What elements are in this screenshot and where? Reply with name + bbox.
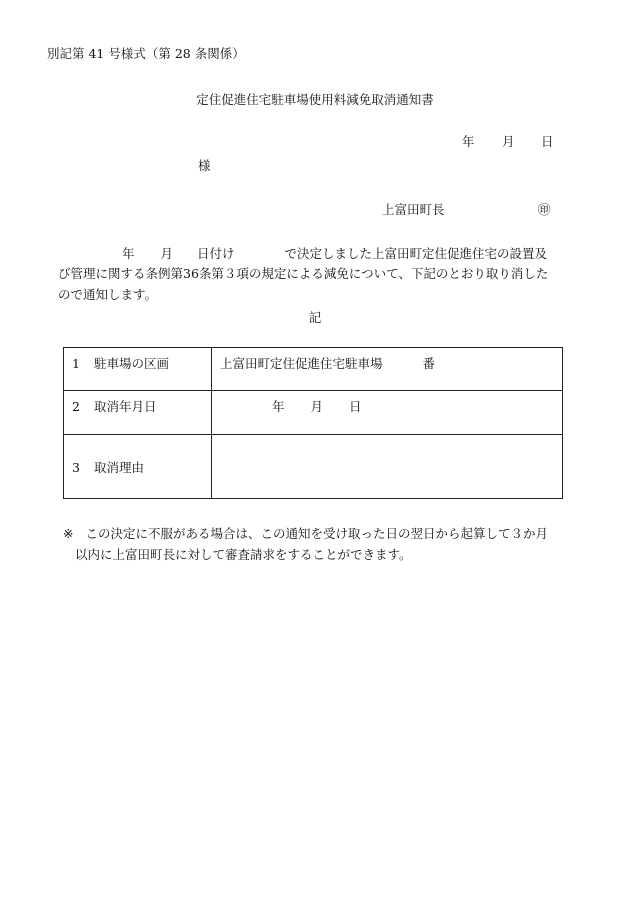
parking-lot-name: 上富田町定住促進住宅駐車場 [220,356,383,371]
date-month-label: 月 [502,134,515,149]
row-value-cell [212,348,563,391]
row-number: 3 [72,459,80,475]
body-line-2: び管理に関する条例第36条第３項の規定による減免について、下記のとおり取り消した [58,266,549,281]
parking-number-suffix: 番 [422,356,436,371]
cancel-month-label: 月 [310,399,324,414]
row-value-cell [212,391,563,435]
sender-name: 上富田町長 [382,202,445,217]
body-month-label: 月 [160,246,174,261]
body-year-label: 年 [122,246,135,261]
row-label: 駐車場の区画 [94,356,170,371]
seal-mark: ㊞ [538,202,551,217]
table-row [64,348,563,391]
row-label-cell [64,435,212,499]
document-title: 定住促進住宅駐車場使用料減免取消通知書 [196,92,434,107]
note-mark: ※ [63,526,74,541]
cancel-day-label: 日 [349,399,362,414]
form-number-label: 別記第 41 号様式（第 28 条関係） [47,46,245,61]
note-text-1: この決定に不服がある場合は、この通知を受け取った日の翌日から起算して３か月 [85,526,548,541]
body-line-3: ので通知します。 [58,287,158,302]
row-value-cell [212,435,563,499]
details-table [63,347,563,499]
body-day-label: 日付け [197,246,235,261]
note-line-2: 以内に上富田町長に対して審査請求をすることができます。 [75,547,412,562]
cancel-year-label: 年 [272,399,285,414]
date-day-label: 日 [541,134,554,149]
note-line-1 [63,528,548,541]
addressee-suffix: 様 [198,158,211,173]
date-year-label: 年 [462,134,475,149]
ki-heading: 記 [308,310,322,325]
body-line-1-text: で決定しました上富田町定住促進住宅の設置及 [284,246,548,261]
row-label-cell [64,391,212,435]
table-row [64,391,563,435]
row-label-cell [64,348,212,391]
row-number: 1 [72,356,80,371]
row-label: 取消理由 [94,459,145,475]
table-row [64,435,563,499]
row-label: 取消年月日 [94,399,157,414]
row-number: 2 [72,399,80,414]
body-line-1 [58,248,547,261]
